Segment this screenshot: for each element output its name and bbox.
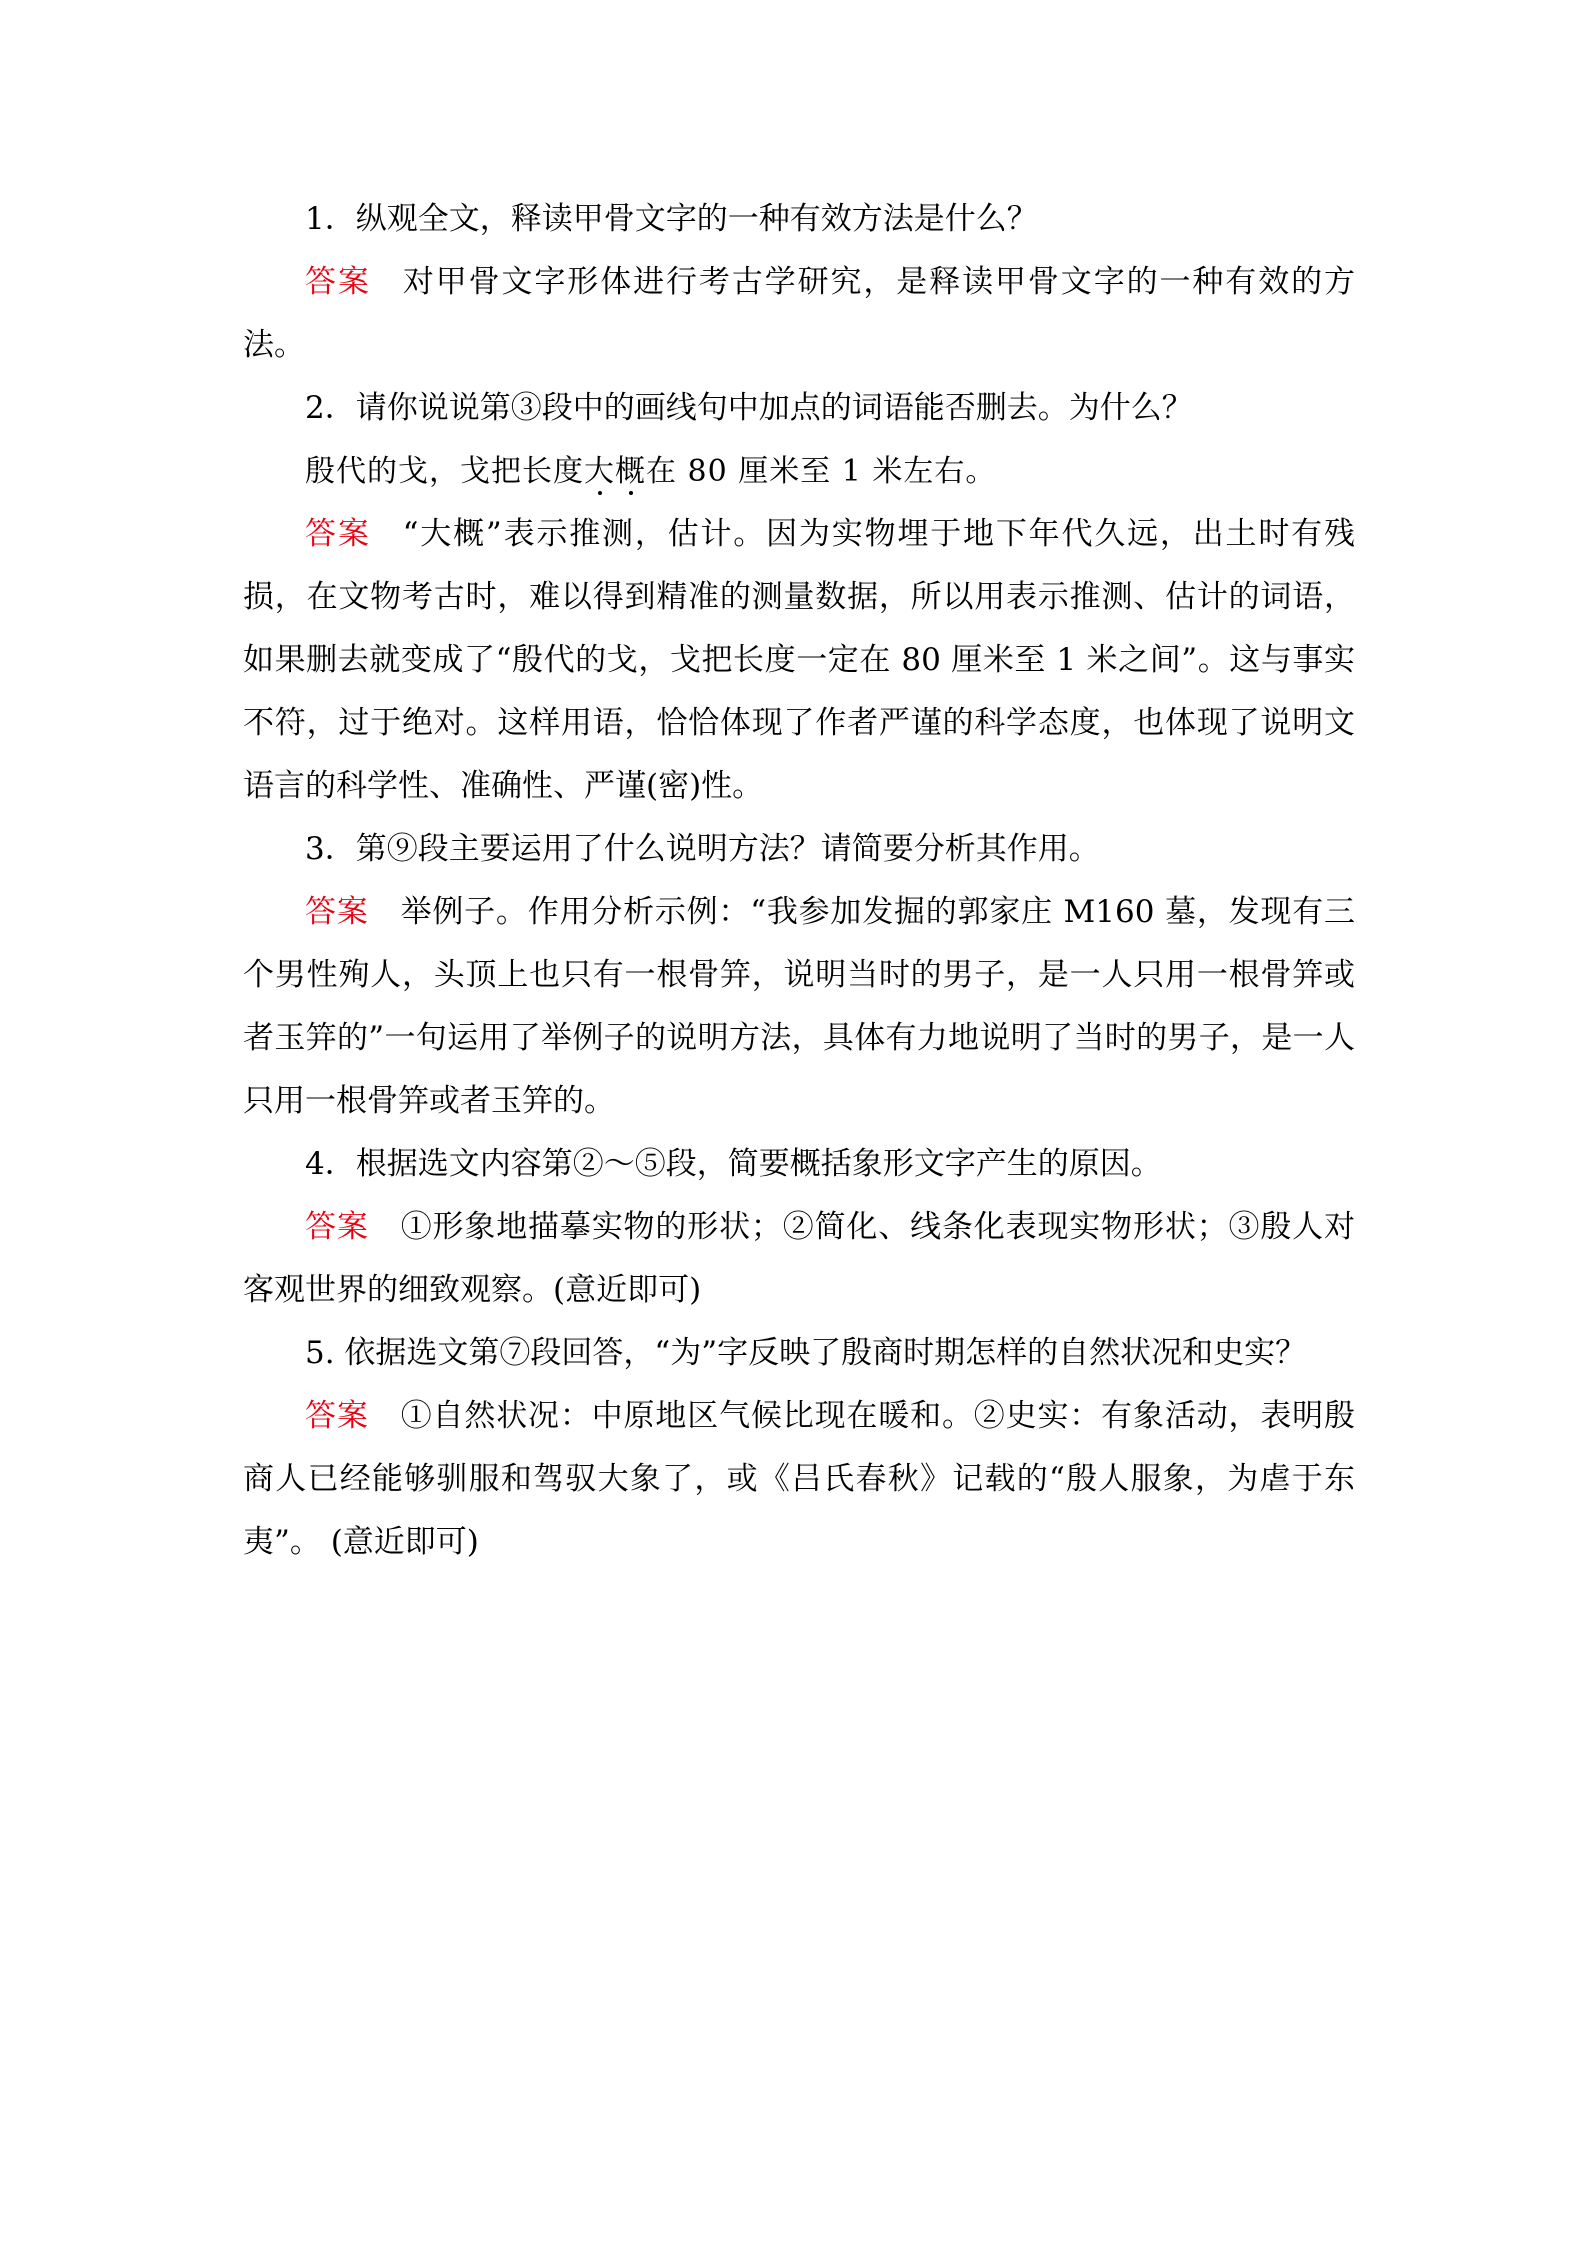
question-5: 5. 依据选文第⑦段回答，“为”字反映了殷商时期怎样的自然状况和史实？ <box>305 1335 1307 1371</box>
question-2: 2．请你说说第③段中的画线句中加点的词语能否删去。为什么？ <box>305 390 1193 426</box>
answer-5 <box>243 1385 1355 1574</box>
answer-1 <box>243 251 1355 377</box>
answer-text: 对甲骨文字形体进行考古学研究，是释读甲骨文字的一种有效的方法。 <box>243 264 1356 363</box>
answer-label: 答案 <box>305 894 369 930</box>
answer-4 <box>243 1196 1355 1322</box>
question-4: 4．根据选文内容第②～⑤段，简要概括象形文字产生的原因。 <box>305 1146 1162 1182</box>
answer-label: 答案 <box>305 1209 369 1245</box>
document-page <box>243 188 1355 1574</box>
answer-label: 答案 <box>305 264 371 300</box>
quoted-sentence <box>243 440 1355 503</box>
answer-text: 举例子。作用分析示例：“我参加发掘的郭家庄 M160 墓，发现有三个男性殉人，头顶上也只有一根骨笄，说明当时的男子，是一人只用一根骨笄或者玉笄的”一句运用了举例子的说明方法，具体有力地说明了当时的男子，是一人只用一根骨笄或者玉笄的。 <box>243 894 1356 1119</box>
answer-2 <box>243 503 1355 818</box>
dotted-char-1: 大 <box>584 454 615 489</box>
quote-after: 在 80 厘米至 1 米左右。 <box>646 454 997 489</box>
answer-text: ①形象地描摹实物的形状；②简化、线条化表现实物形状；③殷人对客观世界的细致观察。(意近即可) <box>243 1209 1356 1308</box>
quote-before: 殷代的戈，戈把长度 <box>305 454 584 489</box>
answer-label: 答案 <box>305 1398 369 1434</box>
answer-label: 答案 <box>305 516 371 552</box>
question-3: 3．第⑨段主要运用了什么说明方法？请简要分析其作用。 <box>305 831 1100 867</box>
answer-text: ①自然状况：中原地区气候比现在暖和。②史实：有象活动，表明殷商人已经能够驯服和驾驭大象了，或《吕氏春秋》记载的“殷人服象，为虐于东夷”。 (意近即可) <box>243 1398 1356 1560</box>
answer-3 <box>243 881 1355 1133</box>
answer-text: “大概”表示推测，估计。因为实物埋于地下年代久远，出土时有残损，在文物考古时，难以得到精准的测量数据，所以用表示推测、估计的词语，如果删去就变成了“殷代的戈，戈把长度一定在 80 厘米至 1 米之间”。这与事实不符，过于绝对。这样用语，恰恰体现了作者严谨的科学态度，也体现了说明文语言的科学性、准确性、严谨(密)性。 <box>243 516 1355 804</box>
question-1: 1．纵观全文，释读甲骨文字的一种有效方法是什么？ <box>305 201 1038 237</box>
dotted-char-2: 概 <box>615 454 646 489</box>
